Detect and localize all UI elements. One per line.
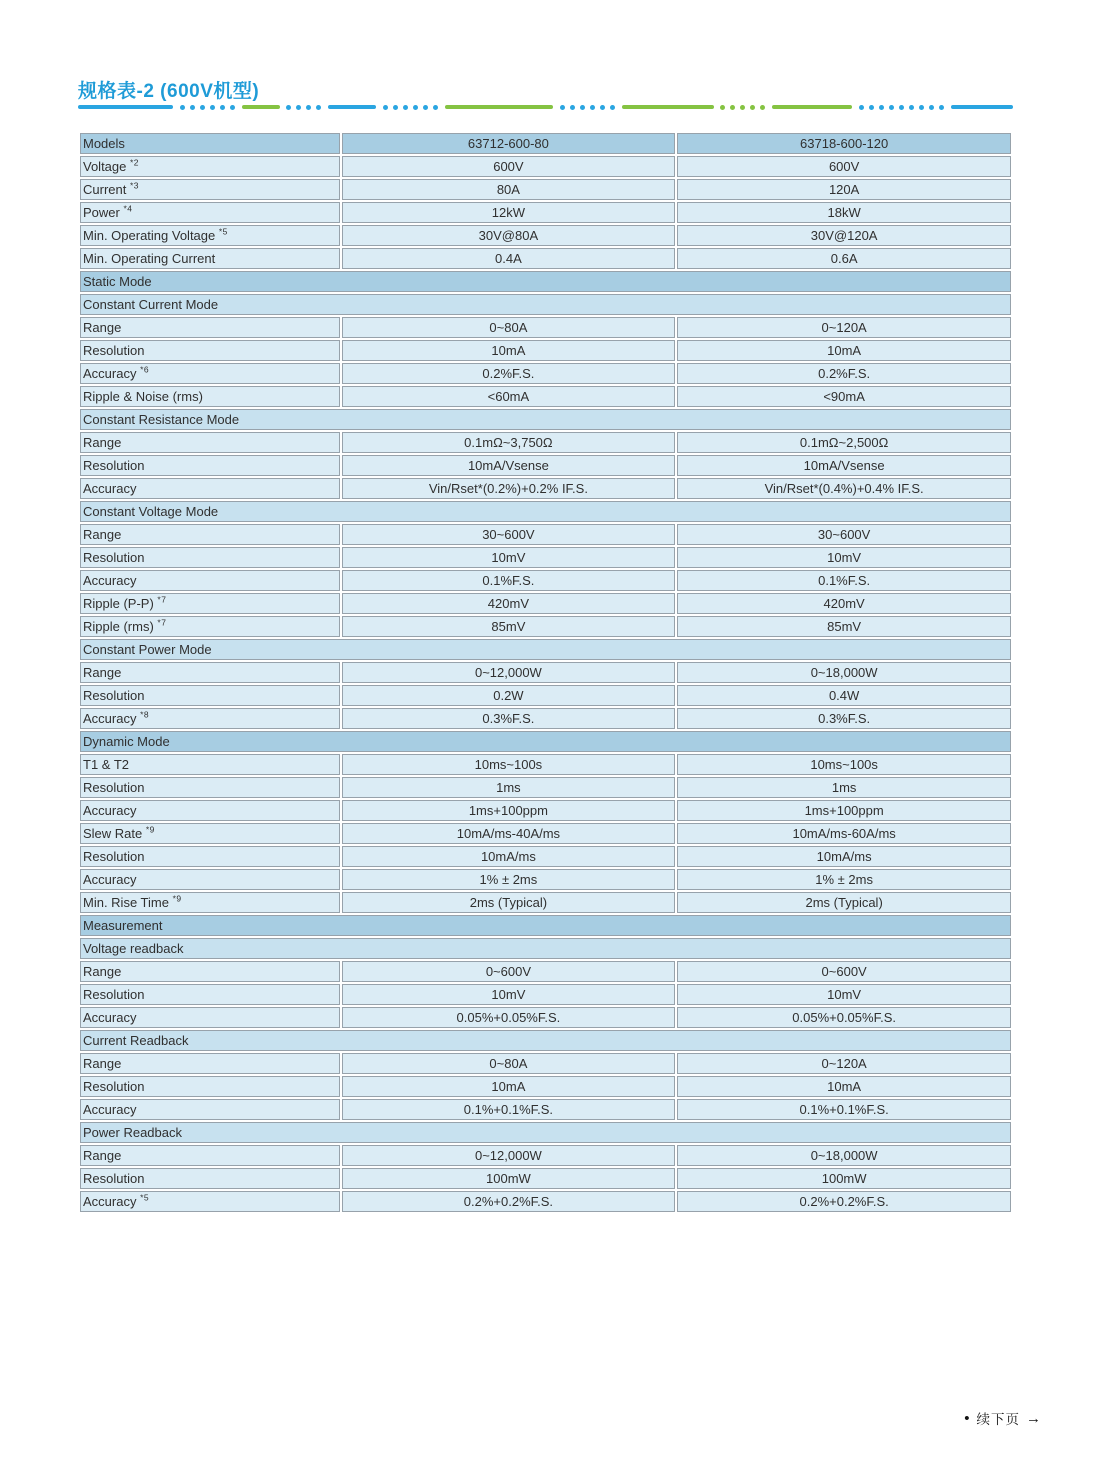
spec-value: 10ms~100s xyxy=(342,754,676,775)
spec-row xyxy=(80,156,1011,177)
spec-value: 0.2%F.S. xyxy=(342,363,676,384)
row-label: Resolution xyxy=(80,846,340,867)
row-label: Range xyxy=(80,1145,340,1166)
divider-dot xyxy=(929,105,934,110)
superscript-note: *2 xyxy=(130,157,140,168)
row-label: Resolution xyxy=(80,1076,340,1097)
divider-dot xyxy=(580,105,585,110)
spec-value: 0~600V xyxy=(342,961,676,982)
row-label: Resolution xyxy=(80,1168,340,1189)
subsection-title: Constant Voltage Mode xyxy=(80,501,1011,522)
spec-row xyxy=(80,984,1011,1005)
row-label: Power $^{*4}$ xyxy=(80,202,340,223)
spec-value: 10ms~100s xyxy=(677,754,1011,775)
spec-value: <60mA xyxy=(342,386,676,407)
divider-dot xyxy=(306,105,311,110)
spec-row xyxy=(80,340,1011,361)
spec-value: 12kW xyxy=(342,202,676,223)
row-label: Resolution xyxy=(80,340,340,361)
row-label: Resolution xyxy=(80,777,340,798)
spec-row xyxy=(80,754,1011,775)
divider-dot xyxy=(590,105,595,110)
spec-value: 100mW xyxy=(342,1168,676,1189)
divider-dot xyxy=(899,105,904,110)
spec-row xyxy=(80,846,1011,867)
spec-value: 0.1%+0.1%F.S. xyxy=(342,1099,676,1120)
spec-row xyxy=(80,225,1011,246)
divider-line-segment xyxy=(328,105,376,109)
divider-dot xyxy=(720,105,725,110)
divider-dot-run xyxy=(286,105,321,110)
row-label: Resolution xyxy=(80,685,340,706)
spec-value: 10mA/ms xyxy=(342,846,676,867)
spec-value: 10mA xyxy=(342,1076,676,1097)
spec-value: 0.4W xyxy=(677,685,1011,706)
subsection-header-row xyxy=(80,1030,1011,1051)
spec-value: 420mV xyxy=(342,593,676,614)
divider-dot xyxy=(919,105,924,110)
divider-dot xyxy=(230,105,235,110)
subsection-header-row xyxy=(80,294,1011,315)
spec-value: 0~18,000W xyxy=(677,662,1011,683)
spec-value: 10mA/Vsense xyxy=(677,455,1011,476)
spec-row xyxy=(80,892,1011,913)
divider-dot xyxy=(560,105,565,110)
superscript-note: *8 xyxy=(140,709,150,720)
spec-value: 600V xyxy=(677,156,1011,177)
subsection-header-row xyxy=(80,1122,1011,1143)
section-title: Measurement xyxy=(80,915,1011,936)
subsection-header-row xyxy=(80,938,1011,959)
row-label: Accuracy xyxy=(80,1099,340,1120)
spec-value: 10mV xyxy=(677,984,1011,1005)
spec-value: 0.3%F.S. xyxy=(342,708,676,729)
row-label: Min. Operating Current xyxy=(80,248,340,269)
spec-value: 120A xyxy=(677,179,1011,200)
divider-dot xyxy=(859,105,864,110)
spec-value: 0.2W xyxy=(342,685,676,706)
spec-value: 10mV xyxy=(342,984,676,1005)
spec-value: 1ms xyxy=(677,777,1011,798)
section-title: Static Mode xyxy=(80,271,1011,292)
row-label: Range xyxy=(80,662,340,683)
subsection-title: Constant Resistance Mode xyxy=(80,409,1011,430)
divider-dot xyxy=(433,105,438,110)
row-label: Range xyxy=(80,1053,340,1074)
row-label: Accuracy xyxy=(80,1007,340,1028)
divider-dot xyxy=(570,105,575,110)
divider-dot-run xyxy=(720,105,765,110)
divider-dot xyxy=(423,105,428,110)
spec-value: 2ms (Typical) xyxy=(342,892,676,913)
spec-row xyxy=(80,547,1011,568)
spec-row xyxy=(80,524,1011,545)
row-label: Current $^{*3}$ xyxy=(80,179,340,200)
row-label: Range xyxy=(80,317,340,338)
spec-value: 0.6A xyxy=(677,248,1011,269)
spec-row xyxy=(80,1099,1011,1120)
spec-value: 0~12,000W xyxy=(342,1145,676,1166)
spec-row xyxy=(80,593,1011,614)
spec-row xyxy=(80,478,1011,499)
superscript-note: *9 xyxy=(145,824,155,835)
spec-row xyxy=(80,1007,1011,1028)
row-label: Ripple (rms) $^{*7}$ xyxy=(80,616,340,637)
divider-dot xyxy=(413,105,418,110)
spec-value: 30V@80A xyxy=(342,225,676,246)
spec-value: 0.2%+0.2%F.S. xyxy=(342,1191,676,1212)
row-label: Range xyxy=(80,961,340,982)
spec-row xyxy=(80,1145,1011,1166)
spec-value: 0.05%+0.05%F.S. xyxy=(677,1007,1011,1028)
bullet-icon: • xyxy=(964,1409,971,1427)
row-label: Accuracy xyxy=(80,478,340,499)
divider-dot xyxy=(730,105,735,110)
spec-value: 10mV xyxy=(342,547,676,568)
model-name: 63718-600-120 xyxy=(677,133,1011,154)
spec-row xyxy=(80,1191,1011,1212)
spec-value: 30~600V xyxy=(342,524,676,545)
row-label: Accuracy $^{*6}$ xyxy=(80,363,340,384)
spec-value: 10mA/ms-40A/ms xyxy=(342,823,676,844)
spec-row xyxy=(80,800,1011,821)
row-label: T1 & T2 xyxy=(80,754,340,775)
row-label: Resolution xyxy=(80,984,340,1005)
spec-value: 18kW xyxy=(677,202,1011,223)
row-label: Min. Operating Voltage $^{*5}$ xyxy=(80,225,340,246)
divider-dot xyxy=(393,105,398,110)
spec-value: 0~18,000W xyxy=(677,1145,1011,1166)
row-label: Resolution xyxy=(80,455,340,476)
row-label: Ripple (P-P) $^{*7}$ xyxy=(80,593,340,614)
spec-value: 0~120A xyxy=(677,1053,1011,1074)
spec-value: 0~80A xyxy=(342,317,676,338)
spec-value: 10mA xyxy=(677,1076,1011,1097)
divider-line-segment xyxy=(445,105,553,109)
spec-row xyxy=(80,179,1011,200)
divider-dot xyxy=(200,105,205,110)
divider-dot xyxy=(750,105,755,110)
divider-dot xyxy=(286,105,291,110)
spec-row xyxy=(80,685,1011,706)
row-label: Models xyxy=(80,133,340,154)
spec-value: Vin/Rset*(0.4%)+0.4% IF.S. xyxy=(677,478,1011,499)
superscript-note: *9 xyxy=(172,893,182,904)
spec-row xyxy=(80,570,1011,591)
spec-row xyxy=(80,1076,1011,1097)
spec-value: 30~600V xyxy=(677,524,1011,545)
spec-value: 0.4A xyxy=(342,248,676,269)
row-label: Accuracy xyxy=(80,869,340,890)
divider-line-segment xyxy=(951,105,1013,109)
section-header-row xyxy=(80,915,1011,936)
spec-value: 1% ± 2ms xyxy=(342,869,676,890)
divider-dot xyxy=(220,105,225,110)
footer-continued-text: 续下页 xyxy=(976,1412,1020,1427)
spec-value: 0.3%F.S. xyxy=(677,708,1011,729)
superscript-note: *7 xyxy=(157,594,167,605)
row-label: Min. Rise Time $^{*9}$ xyxy=(80,892,340,913)
spec-row xyxy=(80,823,1011,844)
divider-dot xyxy=(889,105,894,110)
spec-row xyxy=(80,869,1011,890)
arrow-right-icon: → xyxy=(1026,1409,1042,1427)
title-underline-decoration xyxy=(78,104,1013,110)
spec-value: 0.1%F.S. xyxy=(677,570,1011,591)
spec-value: 600V xyxy=(342,156,676,177)
spec-value: 0.05%+0.05%F.S. xyxy=(342,1007,676,1028)
superscript-note: *3 xyxy=(129,180,140,191)
spec-row xyxy=(80,1168,1011,1189)
section-header-row xyxy=(80,271,1011,292)
subsection-header-row xyxy=(80,501,1011,522)
divider-dot-run xyxy=(859,105,944,110)
subsection-header-row xyxy=(80,639,1011,660)
divider-dot xyxy=(190,105,195,110)
spec-row xyxy=(80,777,1011,798)
row-label: Resolution xyxy=(80,547,340,568)
spec-row xyxy=(80,363,1011,384)
row-label: Voltage $^{*2}$ xyxy=(80,156,340,177)
spec-value: 0.2%F.S. xyxy=(677,363,1011,384)
section-header-row xyxy=(80,731,1011,752)
footer-continued-note xyxy=(964,1408,1042,1428)
section-title: Dynamic Mode xyxy=(80,731,1011,752)
subsection-title: Constant Current Mode xyxy=(80,294,1011,315)
row-label: Accuracy xyxy=(80,570,340,591)
spec-value: 10mA/ms-60A/ms xyxy=(677,823,1011,844)
page-title: 规格表-2 (600V机型) xyxy=(78,81,260,102)
row-label: Accuracy $^{*5}$ xyxy=(80,1191,340,1212)
spec-value: 0~80A xyxy=(342,1053,676,1074)
superscript-note: *5 xyxy=(218,226,228,237)
row-label: Accuracy $^{*8}$ xyxy=(80,708,340,729)
spec-value: <90mA xyxy=(677,386,1011,407)
divider-dot xyxy=(403,105,408,110)
spec-value: 0.1%F.S. xyxy=(342,570,676,591)
divider-dot xyxy=(610,105,615,110)
spec-value: 10mA/ms xyxy=(677,846,1011,867)
spec-value: 0.1mΩ~2,500Ω xyxy=(677,432,1011,453)
spec-row xyxy=(80,202,1011,223)
spec-value: 10mA/Vsense xyxy=(342,455,676,476)
divider-dot xyxy=(909,105,914,110)
spec-value: 10mV xyxy=(677,547,1011,568)
divider-line-segment xyxy=(78,105,173,109)
spec-row xyxy=(80,432,1011,453)
spec-value: 100mW xyxy=(677,1168,1011,1189)
divider-dot-run xyxy=(383,105,438,110)
spec-row xyxy=(80,248,1011,269)
spec-value: 1ms+100ppm xyxy=(342,800,676,821)
spec-value: 0~12,000W xyxy=(342,662,676,683)
row-label: Accuracy xyxy=(80,800,340,821)
spec-value: 30V@120A xyxy=(677,225,1011,246)
spec-value: 0~600V xyxy=(677,961,1011,982)
spec-row xyxy=(80,1053,1011,1074)
superscript-note: *4 xyxy=(123,203,133,214)
superscript-note: *5 xyxy=(140,1192,150,1203)
row-label: Ripple & Noise (rms) xyxy=(80,386,340,407)
spec-value: 0.1mΩ~3,750Ω xyxy=(342,432,676,453)
spec-value: Vin/Rset*(0.2%)+0.2% IF.S. xyxy=(342,478,676,499)
divider-dot xyxy=(939,105,944,110)
divider-line-segment xyxy=(622,105,714,109)
spec-row xyxy=(80,708,1011,729)
divider-dot xyxy=(879,105,884,110)
divider-dot xyxy=(296,105,301,110)
spec-row xyxy=(80,317,1011,338)
spec-value: 10mA xyxy=(342,340,676,361)
model-name: 63712-600-80 xyxy=(342,133,676,154)
row-label: Range xyxy=(80,432,340,453)
divider-dot xyxy=(383,105,388,110)
spec-value: 1% ± 2ms xyxy=(677,869,1011,890)
spec-value: 420mV xyxy=(677,593,1011,614)
superscript-note: *7 xyxy=(157,617,167,628)
divider-line-segment xyxy=(242,105,280,109)
spec-row xyxy=(80,386,1011,407)
spec-table xyxy=(78,131,1013,1214)
superscript-note: *6 xyxy=(140,364,150,375)
spec-value: 1ms xyxy=(342,777,676,798)
spec-value: 85mV xyxy=(677,616,1011,637)
spec-row xyxy=(80,455,1011,476)
divider-dot xyxy=(600,105,605,110)
spec-value: 10mA xyxy=(677,340,1011,361)
divider-dot xyxy=(316,105,321,110)
divider-dot xyxy=(869,105,874,110)
divider-dot-run xyxy=(560,105,615,110)
subsection-title: Voltage readback xyxy=(80,938,1011,959)
divider-dot xyxy=(180,105,185,110)
spec-row xyxy=(80,662,1011,683)
divider-line-segment xyxy=(772,105,852,109)
models-header-row xyxy=(80,133,1011,154)
spec-value: 0.1%+0.1%F.S. xyxy=(677,1099,1011,1120)
spec-value: 2ms (Typical) xyxy=(677,892,1011,913)
spec-row xyxy=(80,961,1011,982)
row-label: Range xyxy=(80,524,340,545)
spec-value: 1ms+100ppm xyxy=(677,800,1011,821)
spec-value: 0~120A xyxy=(677,317,1011,338)
row-label: Slew Rate $^{*9}$ xyxy=(80,823,340,844)
subsection-title: Current Readback xyxy=(80,1030,1011,1051)
spec-value: 0.2%+0.2%F.S. xyxy=(677,1191,1011,1212)
divider-dot xyxy=(740,105,745,110)
spec-row xyxy=(80,616,1011,637)
divider-dot-run xyxy=(180,105,235,110)
subsection-title: Power Readback xyxy=(80,1122,1011,1143)
spec-value: 85mV xyxy=(342,616,676,637)
subsection-header-row xyxy=(80,409,1011,430)
spec-value: 80A xyxy=(342,179,676,200)
divider-dot xyxy=(760,105,765,110)
subsection-title: Constant Power Mode xyxy=(80,639,1011,660)
divider-dot xyxy=(210,105,215,110)
